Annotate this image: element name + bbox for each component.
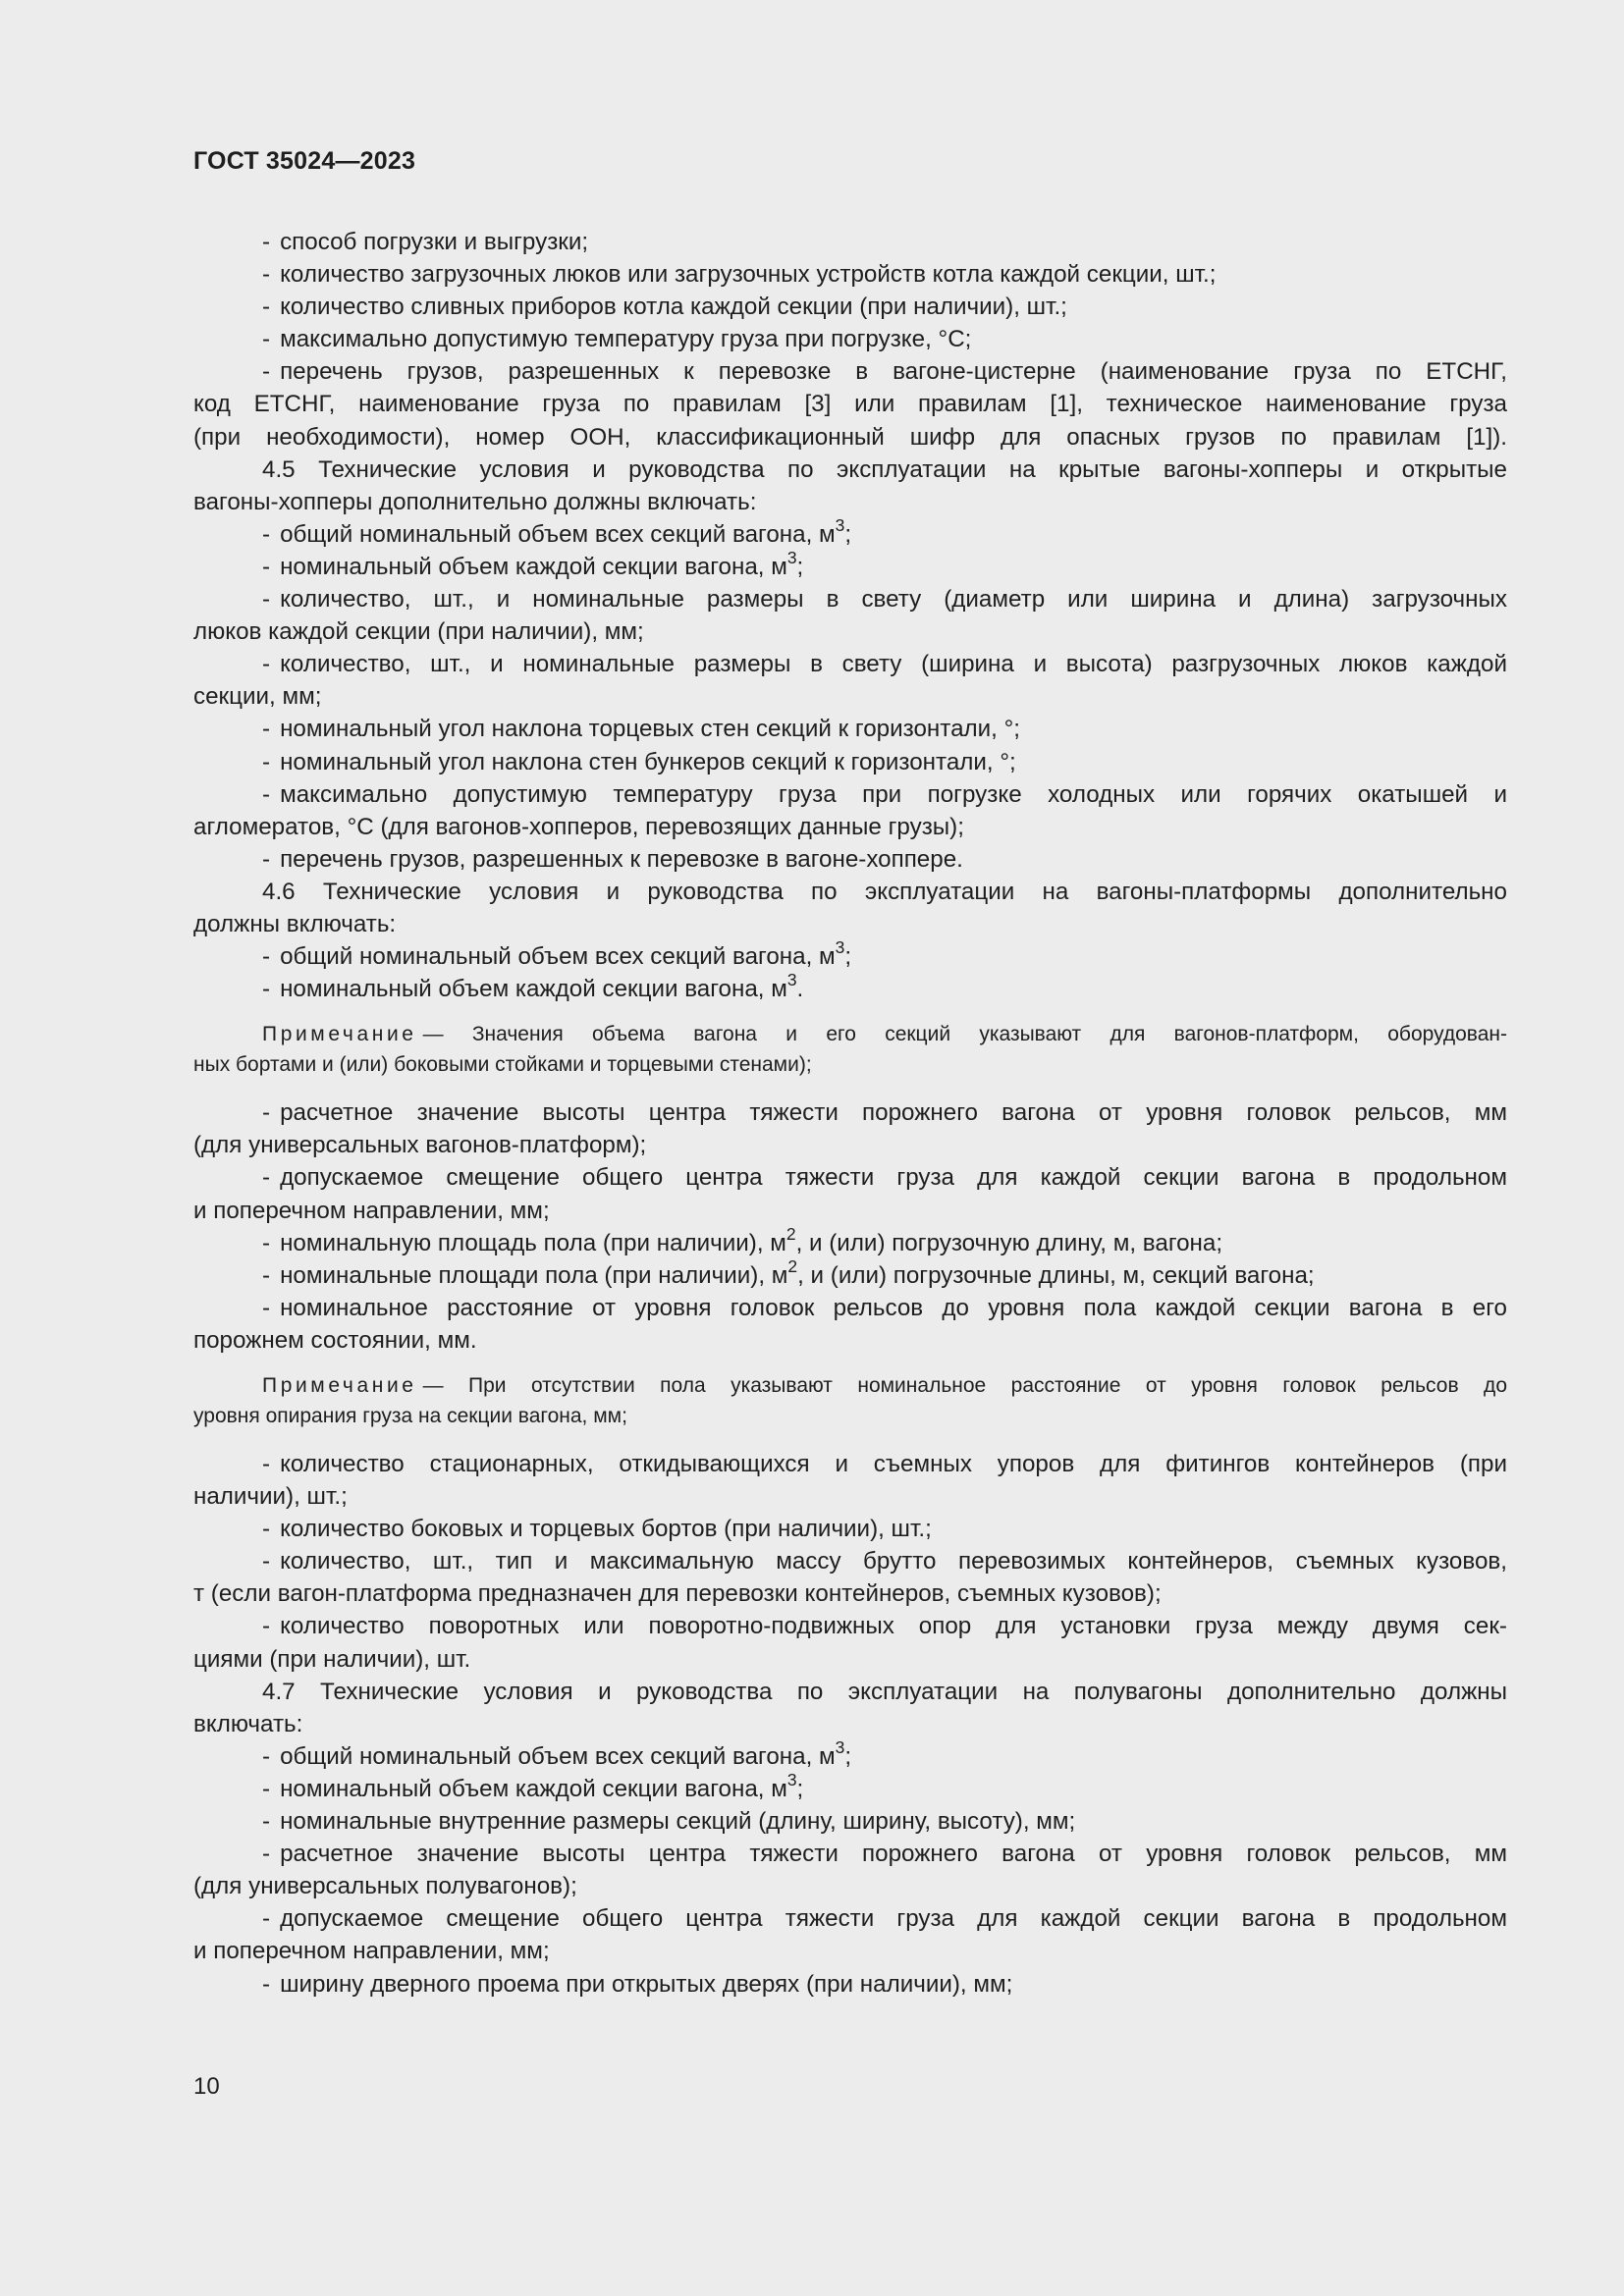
list-item (193, 291, 1507, 323)
superscript: 3 (835, 1737, 845, 1758)
list-item (193, 355, 1507, 388)
note-line: уровня опирания груза на секции вагона, мм; (193, 1405, 627, 1427)
clause-4-5: 4.5 Технические условия и руководства по эксплуатации на крытые вагоны-хопперы и открытые (262, 455, 1507, 483)
note-label: Примечание (262, 1023, 417, 1046)
list-item (193, 1223, 1507, 1259)
list-item-text: номинальный объем каждой секции вагона, м (280, 976, 787, 1003)
note-line (193, 1370, 1507, 1401)
list-item-text: количество сливных приборов котла каждой секции (при наличии), шт.; (280, 294, 1067, 321)
list-item (193, 1513, 1507, 1545)
note-line (193, 1019, 1507, 1049)
punctuation: ; (844, 520, 852, 548)
list-dash: - (262, 943, 271, 971)
list-item-text: общий номинальный объем всех секций вагона, м (280, 520, 836, 548)
list-item-text: номинальный угол наклона стен бункеров секций к горизонтали, °; (280, 748, 1016, 775)
note-1 (193, 1019, 1507, 1080)
list-dash: - (262, 1613, 271, 1640)
list-dash: - (262, 976, 271, 1003)
list-item-text: , и (или) погрузочные длины, м, секций вагона; (797, 1261, 1315, 1289)
list-dash: - (262, 1451, 271, 1477)
list-dash: - (262, 845, 271, 873)
list-item-text: количество стационарных, откидывающихся и съемных упоров для фитингов контейнеров (при (280, 1451, 1507, 1477)
superscript: 3 (835, 515, 845, 536)
clause-4-7-continuation: включать: (193, 1710, 303, 1737)
superscript: 3 (835, 937, 845, 958)
list-item-text: количество загрузочных люков или загрузочных устройств котла каждой секции, шт.; (280, 261, 1217, 289)
list-item-text: количество боковых и торцевых бортов (при наличии), шт.; (280, 1516, 932, 1543)
list-dash: - (262, 1970, 271, 1998)
list-item (193, 1096, 1507, 1129)
list-item (193, 548, 1507, 583)
clause-4-6-continuation: должны включать: (193, 910, 397, 937)
list-item-text: количество, шт., и номинальные размеры в свету (ширина и высота) разгрузочных люков каждой (280, 651, 1507, 678)
list-item-text: расчетное значение высоты центра тяжести порожнего вагона от уровня головок рельсов, мм (280, 1841, 1507, 1868)
list-item-text: номинальные внутренние размеры секций (длину, ширину, высоту), мм; (280, 1808, 1076, 1836)
list-item-text: количество, шт., тип и максимальную массу брутто перевозимых контейнеров, съемных кузовов, (280, 1548, 1507, 1575)
list-dash: - (262, 748, 271, 775)
list-item-text: номинальный объем каждой секции вагона, м (280, 1775, 787, 1802)
list-item (193, 323, 1507, 355)
list-dash: - (262, 326, 271, 353)
list-item (193, 1770, 1507, 1805)
list-item-text: способ погрузки и выгрузки; (280, 229, 589, 255)
list-dash: - (262, 261, 271, 289)
list-item (193, 226, 1507, 258)
list-item-text: допускаемое смещение общего центра тяжести груза для каждой секции вагона в продольном (280, 1905, 1507, 1933)
list-dash: - (262, 780, 271, 808)
list-item (193, 778, 1507, 811)
note-label: Примечание (262, 1374, 417, 1397)
list-dash: - (262, 1164, 271, 1192)
list-item-text: общий номинальный объем всех секций вагона, м (280, 1742, 836, 1770)
list-dash: - (262, 520, 271, 548)
document-body (193, 226, 1507, 2001)
superscript: 2 (787, 1255, 798, 1276)
list-item-text: перечень грузов, разрешенных к перевозке в вагоне-хоппере. (280, 845, 963, 873)
list-item (193, 1805, 1507, 1838)
list-item-text: количество поворотных или поворотно-подвижных опор для установки груза между двумя сек- (280, 1613, 1507, 1640)
list-item (193, 583, 1507, 615)
list-dash: - (262, 1548, 271, 1575)
list-dash: - (262, 1841, 271, 1868)
list-item-text: , и (или) погрузочную длину, м, вагона; (795, 1229, 1223, 1256)
list-item-text: количество, шт., и номинальные размеры в свету (диаметр или ширина и длина) загрузочных (280, 586, 1507, 614)
superscript: 2 (785, 1223, 796, 1244)
clause-4-5-continuation: вагоны-хопперы дополнительно должны включать: (193, 488, 757, 515)
list-item-text: номинальную площадь пола (при наличии), м (280, 1229, 786, 1256)
list-item-text: максимально допустимую температуру груза при погрузке холодных или горячих окатышей и (280, 780, 1507, 808)
superscript: 3 (786, 970, 797, 990)
list-item-text: ширину дверного проема при открытых дверях (при наличии), мм; (280, 1970, 1013, 1998)
list-item-continuation: (для универсальных полувагонов); (193, 1873, 577, 1900)
list-item (193, 1161, 1507, 1194)
punctuation: ; (844, 1742, 852, 1770)
punctuation: ; (796, 1775, 804, 1802)
list-item (193, 937, 1507, 973)
list-item-continuation: (при необходимости), номер ООН, классификационный шифр для опасных грузов по правилам [1]). (193, 423, 1507, 451)
list-item-continuation: код ЕТСНГ, наименование груза по правилам [3] или правилам [1], техническое наименование груза (193, 391, 1507, 418)
list-item (193, 1448, 1507, 1480)
list-item (193, 1968, 1507, 2001)
list-item (193, 746, 1507, 778)
list-item-continuation: (для универсальных вагонов-платформ); (193, 1132, 647, 1159)
list-item-text: перечень грузов, разрешенных к перевозке в вагоне-цистерне (наименование груза по ЕТСНГ, (280, 358, 1507, 386)
list-item-text: допускаемое смещение общего центра тяжести груза для каждой секции вагона в продольном (280, 1164, 1507, 1192)
list-item-text: максимально допустимую температуру груза при погрузке, °С; (280, 326, 972, 353)
note-text: — При отсутствии пола указывают номинальное расстояние от уровня головок рельсов до (422, 1374, 1507, 1397)
list-dash: - (262, 1808, 271, 1836)
list-item (193, 1838, 1507, 1870)
list-item (193, 843, 1507, 876)
list-item (193, 648, 1507, 680)
list-item (193, 1292, 1507, 1324)
list-item (193, 713, 1507, 745)
list-dash: - (262, 1229, 271, 1256)
list-dash: - (262, 1742, 271, 1770)
list-dash: - (262, 229, 271, 255)
note-2 (193, 1370, 1507, 1431)
list-dash: - (262, 586, 271, 614)
document-header: ГОСТ 35024—2023 (193, 147, 416, 175)
clause-4-6: 4.6 Технические условия и руководства по эксплуатации на вагоны-платформы дополнительно (262, 878, 1507, 905)
list-item-continuation: порожнем состоянии, мм. (193, 1326, 477, 1354)
list-item (193, 1902, 1507, 1935)
list-item-continuation: агломератов, °С (для вагонов-хопперов, перевозящих данные грузы); (193, 813, 964, 840)
list-item-continuation: секции, мм; (193, 683, 322, 711)
list-item (193, 1610, 1507, 1642)
list-dash: - (262, 716, 271, 743)
list-dash: - (262, 358, 271, 386)
note-text: — Значения объема вагона и его секций указывают для вагонов-платформ, оборудован- (422, 1023, 1507, 1046)
note-line: ных бортами и (или) боковыми стойками и торцевыми стенами); (193, 1053, 812, 1077)
list-item-continuation: т (если вагон-платформа предназначен для перевозки контейнеров, съемных кузовов); (193, 1580, 1162, 1608)
list-item (193, 970, 1507, 1005)
list-item (193, 515, 1507, 551)
superscript: 3 (786, 548, 797, 568)
list-dash: - (262, 651, 271, 678)
list-item (193, 1255, 1507, 1292)
list-dash: - (262, 1261, 271, 1289)
list-dash: - (262, 1775, 271, 1802)
page-number: 10 (193, 2073, 220, 2100)
list-item-continuation: циями (при наличии), шт. (193, 1645, 471, 1673)
punctuation: ; (796, 553, 804, 580)
clause-4-7: 4.7 Технические условия и руководства по эксплуатации на полувагоны дополнительно должны (262, 1678, 1507, 1705)
list-dash: - (262, 1294, 271, 1321)
list-item-text: номинальное расстояние от уровня головок рельсов до уровня пола каждой секции вагона в его (280, 1294, 1507, 1321)
list-item-continuation: наличии), шт.; (193, 1483, 348, 1511)
list-item-text: номинальный объем каждой секции вагона, м (280, 553, 787, 580)
list-item-text: общий номинальный объем всех секций вагона, м (280, 943, 836, 971)
list-item-text: номинальные площади пола (при наличии), м (280, 1261, 788, 1289)
superscript: 3 (786, 1770, 797, 1790)
list-dash: - (262, 553, 271, 580)
punctuation: ; (844, 943, 852, 971)
punctuation: . (796, 976, 804, 1003)
list-dash: - (262, 1516, 271, 1543)
list-item-text: номинальный угол наклона торцевых стен секций к горизонтали, °; (280, 716, 1020, 743)
list-item (193, 1737, 1507, 1773)
list-dash: - (262, 1905, 271, 1933)
list-item-text: расчетное значение высоты центра тяжести порожнего вагона от уровня головок рельсов, мм (280, 1099, 1507, 1127)
list-item-continuation: люков каждой секции (при наличии), мм; (193, 618, 644, 646)
list-dash: - (262, 1099, 271, 1127)
list-item-continuation: и поперечном направлении, мм; (193, 1197, 550, 1224)
list-item-continuation: и поперечном направлении, мм; (193, 1938, 550, 1965)
list-item (193, 1545, 1507, 1577)
list-dash: - (262, 294, 271, 321)
list-item (193, 258, 1507, 291)
